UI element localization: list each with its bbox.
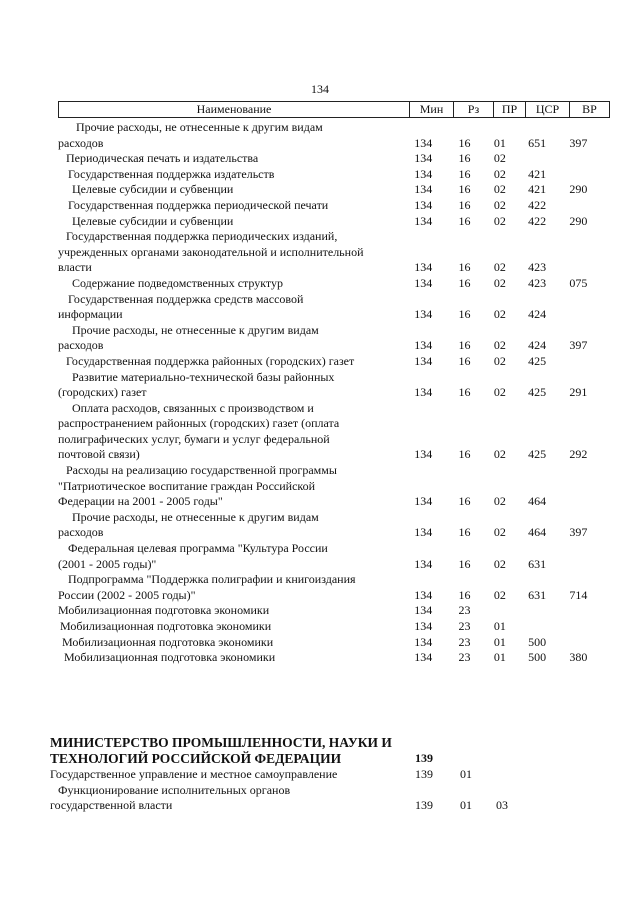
cell-rz: 23: [458, 603, 471, 618]
row-name-line: Функционирование исполнительных органов: [58, 782, 291, 797]
row-name: [58, 603, 402, 619]
row-name: [58, 182, 402, 198]
cell-csr: 422: [528, 213, 547, 228]
row-name: [58, 276, 402, 292]
cell-min: 134: [414, 447, 433, 462]
cell-rz: 16: [458, 151, 471, 166]
cell-pr: 02: [493, 197, 506, 212]
cell-rz: 16: [458, 275, 471, 290]
row-name-line: Целевые субсидии и субвенции: [72, 213, 234, 228]
cell-csr: 631: [528, 556, 547, 571]
cell-min: 134: [414, 338, 433, 353]
row-name: [58, 292, 402, 323]
cell-rz: 16: [458, 353, 471, 368]
row-name-line: полиграфических услуг, бумаги и услуг федеральной: [58, 431, 330, 446]
cell-min: 134: [414, 182, 433, 197]
row-name-line: Подпрограмма "Поддержка полиграфии и книгоиздания: [68, 572, 356, 587]
column-header-name: Наименование: [59, 102, 410, 118]
cell-rz: 16: [458, 338, 471, 353]
table-body: [58, 120, 598, 666]
row-name-line: Периодическая печать и издательства: [66, 151, 259, 166]
cell-csr: 500: [528, 634, 547, 649]
row-name-line: Государственная поддержка районных (городских) газет: [66, 353, 355, 368]
row-name-line: (2001 - 2005 годы)": [58, 556, 157, 571]
table-row: [58, 603, 598, 619]
column-header-pr: ПР: [494, 102, 526, 118]
cell-min: 134: [414, 307, 433, 322]
column-header-min: Мин: [410, 102, 454, 118]
row-name-line: учрежденных органами законодательной и исполнительной: [58, 244, 364, 259]
cell-min: 134: [414, 151, 433, 166]
row-name: [58, 463, 402, 510]
cell-vr: 397: [569, 135, 588, 150]
cell-csr: 421: [528, 166, 547, 181]
cell-min: 139: [415, 767, 433, 781]
table-row: [58, 151, 598, 167]
row-name-line: Мобилизационная подготовка экономики: [58, 603, 270, 618]
row-name: [58, 635, 402, 651]
cell-csr: 421: [528, 182, 547, 197]
cell-pr: 01: [493, 650, 506, 665]
cell-csr: 425: [528, 353, 547, 368]
row-name: [58, 323, 402, 354]
cell-min: 134: [414, 353, 433, 368]
column-header-rz: Рз: [454, 102, 494, 118]
row-name: [58, 370, 402, 401]
cell-pr: 02: [493, 494, 506, 509]
cell-csr: 425: [528, 385, 547, 400]
cell-pr: 02: [493, 587, 506, 602]
table-row: [58, 167, 598, 183]
table-row: [50, 767, 610, 783]
row-name: [58, 572, 402, 603]
table-row: [58, 370, 598, 401]
row-name-line: Федеральная целевая программа "Культура России: [68, 541, 328, 556]
cell-rz: 16: [458, 556, 471, 571]
cell-min: 134: [414, 275, 433, 290]
cell-rz: 16: [458, 494, 471, 509]
cell-rz: 16: [458, 213, 471, 228]
cell-pr: 01: [493, 135, 506, 150]
row-name-line: государственной власти: [50, 798, 173, 813]
row-name-line: власти: [58, 260, 92, 275]
cell-min: 134: [414, 166, 433, 181]
row-name-line: почтовой связи): [58, 447, 140, 462]
ministry-title: [50, 735, 402, 767]
cell-pr: 02: [493, 182, 506, 197]
row-name-line: расходов: [58, 135, 104, 150]
cell-vr: 714: [569, 587, 588, 602]
cell-min: 134: [414, 213, 433, 228]
table-row: [58, 401, 598, 463]
row-name-line: Расходы на реализацию государственной программы: [66, 463, 337, 478]
row-name: [58, 401, 402, 463]
cell-vr: 292: [569, 447, 588, 462]
cell-rz: 16: [458, 385, 471, 400]
cell-csr: 423: [528, 275, 547, 290]
table-row: [58, 463, 598, 510]
cell-min: 134: [414, 556, 433, 571]
cell-min: 134: [414, 603, 433, 618]
row-name: [58, 167, 402, 183]
table-row: [58, 214, 598, 230]
cell-pr: 02: [493, 260, 506, 275]
cell-pr: 03: [496, 798, 508, 813]
column-header-csr: ЦСР: [526, 102, 570, 118]
cell-min: 134: [414, 385, 433, 400]
cell-min: 139: [415, 798, 433, 813]
cell-pr: 02: [493, 213, 506, 228]
cell-pr: 02: [493, 525, 506, 540]
row-name-line: "Патриотическое воспитание граждан Российской: [58, 478, 316, 493]
cell-rz: 23: [458, 619, 471, 633]
row-name-line: Государственная поддержка периодической печати: [68, 197, 329, 212]
table-row: [58, 120, 598, 151]
cell-rz: 16: [458, 587, 471, 602]
row-name: [58, 214, 402, 230]
cell-min: 134: [414, 197, 433, 212]
row-name-line: Государственная поддержка средств массовой: [68, 291, 304, 306]
row-name-line: Прочие расходы, не отнесенные к другим видам: [76, 120, 323, 134]
row-name: [58, 151, 402, 167]
row-name-line: Государственная поддержка издательств: [68, 166, 275, 181]
table-row: [58, 276, 598, 292]
row-name-line: расходов: [58, 525, 104, 540]
cell-pr: 02: [493, 447, 506, 462]
row-name-line: Государственная поддержка периодических изданий,: [66, 229, 338, 244]
row-name-line: Мобилизационная подготовка экономики: [60, 619, 272, 633]
row-name-line: Федерации на 2001 - 2005 годы": [58, 494, 223, 509]
page-number: 134: [311, 82, 329, 96]
cell-csr: 425: [528, 447, 547, 462]
table-row: [58, 292, 598, 323]
table-row: [58, 198, 598, 214]
cell-pr: 02: [493, 166, 506, 181]
cell-rz: 23: [458, 650, 471, 665]
cell-pr: 02: [493, 353, 506, 368]
row-name: [58, 198, 402, 214]
cell-pr: 01: [493, 634, 506, 649]
cell-rz: 16: [458, 197, 471, 212]
row-name: [50, 767, 402, 783]
row-name: [58, 229, 402, 276]
ministry-code: 139: [415, 751, 433, 766]
table-row: [58, 182, 598, 198]
cell-vr: 291: [569, 385, 588, 400]
cell-pr: 02: [493, 275, 506, 290]
cell-csr: 424: [528, 307, 547, 322]
row-name-line: Государственное управление и местное самоуправление: [50, 767, 338, 781]
cell-vr: 380: [569, 650, 588, 665]
row-name: [58, 354, 402, 370]
ministry-section: [50, 735, 610, 814]
cell-rz: 16: [458, 135, 471, 150]
cell-vr: 075: [569, 275, 588, 290]
cell-vr: 290: [569, 213, 588, 228]
table-row: [50, 783, 610, 814]
table-row: [58, 229, 598, 276]
cell-rz: 16: [458, 166, 471, 181]
table-row: [58, 541, 598, 572]
row-name-line: Содержание подведомственных структур: [72, 275, 284, 290]
table-row: [58, 635, 598, 651]
cell-min: 134: [414, 135, 433, 150]
ministry-title-line: МИНИСТЕРСТВО ПРОМЫШЛЕННОСТИ, НАУКИ И: [50, 735, 392, 750]
row-name-line: Оплата расходов, связанных с производством и: [72, 400, 314, 415]
cell-rz: 01: [460, 798, 472, 813]
cell-vr: 290: [569, 182, 588, 197]
cell-min: 134: [414, 650, 433, 665]
cell-pr: 02: [493, 151, 506, 166]
ministry-title-line: ТЕХНОЛОГИЙ РОССИЙСКОЙ ФЕДЕРАЦИИ: [50, 751, 342, 766]
row-name-line: Мобилизационная подготовка экономики: [64, 650, 276, 665]
column-header-vr: ВР: [570, 102, 610, 118]
row-name-line: распространением районных (городских) газет (оплата: [58, 416, 340, 431]
cell-min: 134: [414, 587, 433, 602]
table-row: [58, 354, 598, 370]
table-row: [58, 619, 598, 635]
table-row: [58, 650, 598, 666]
row-name: [58, 120, 402, 151]
cell-pr: 01: [493, 619, 506, 633]
row-name: [50, 783, 402, 814]
row-name-line: (городских) газет: [58, 385, 147, 400]
cell-pr: 02: [493, 338, 506, 353]
cell-csr: 631: [528, 587, 547, 602]
cell-rz: 16: [458, 182, 471, 197]
cell-vr: 397: [569, 525, 588, 540]
row-name-line: Целевые субсидии и субвенции: [72, 182, 234, 197]
cell-pr: 02: [493, 307, 506, 322]
row-name-line: России (2002 - 2005 годы)": [58, 587, 196, 602]
cell-csr: 422: [528, 197, 547, 212]
row-name-line: Мобилизационная подготовка экономики: [62, 634, 274, 649]
cell-pr: 02: [493, 385, 506, 400]
cell-min: 134: [414, 260, 433, 275]
cell-csr: 651: [528, 135, 547, 150]
row-name-line: Прочие расходы, не отнесенные к другим видам: [72, 322, 319, 337]
row-name: [58, 619, 402, 635]
table-row: [58, 323, 598, 354]
cell-min: 134: [414, 494, 433, 509]
table-header: [58, 101, 610, 118]
cell-rz: 01: [460, 767, 472, 781]
cell-csr: 464: [528, 525, 547, 540]
cell-rz: 16: [458, 307, 471, 322]
ministry-title-row: [50, 735, 610, 767]
ministry-rows: [50, 767, 610, 814]
cell-csr: 500: [528, 650, 547, 665]
cell-pr: 02: [493, 556, 506, 571]
table-row: [58, 510, 598, 541]
row-name: [58, 541, 402, 572]
cell-rz: 23: [458, 634, 471, 649]
row-name: [58, 510, 402, 541]
cell-rz: 16: [458, 260, 471, 275]
cell-csr: 424: [528, 338, 547, 353]
table-row: [58, 572, 598, 603]
cell-vr: 397: [569, 338, 588, 353]
cell-csr: 464: [528, 494, 547, 509]
cell-min: 134: [414, 634, 433, 649]
cell-min: 134: [414, 619, 433, 633]
row-name-line: Развитие материально-технической базы районных: [72, 369, 335, 384]
cell-rz: 16: [458, 525, 471, 540]
row-name-line: расходов: [58, 338, 104, 353]
cell-min: 134: [414, 525, 433, 540]
cell-rz: 16: [458, 447, 471, 462]
row-name-line: информации: [58, 307, 123, 322]
cell-csr: 423: [528, 260, 547, 275]
row-name-line: Прочие расходы, не отнесенные к другим видам: [72, 509, 319, 524]
row-name: [58, 650, 402, 666]
